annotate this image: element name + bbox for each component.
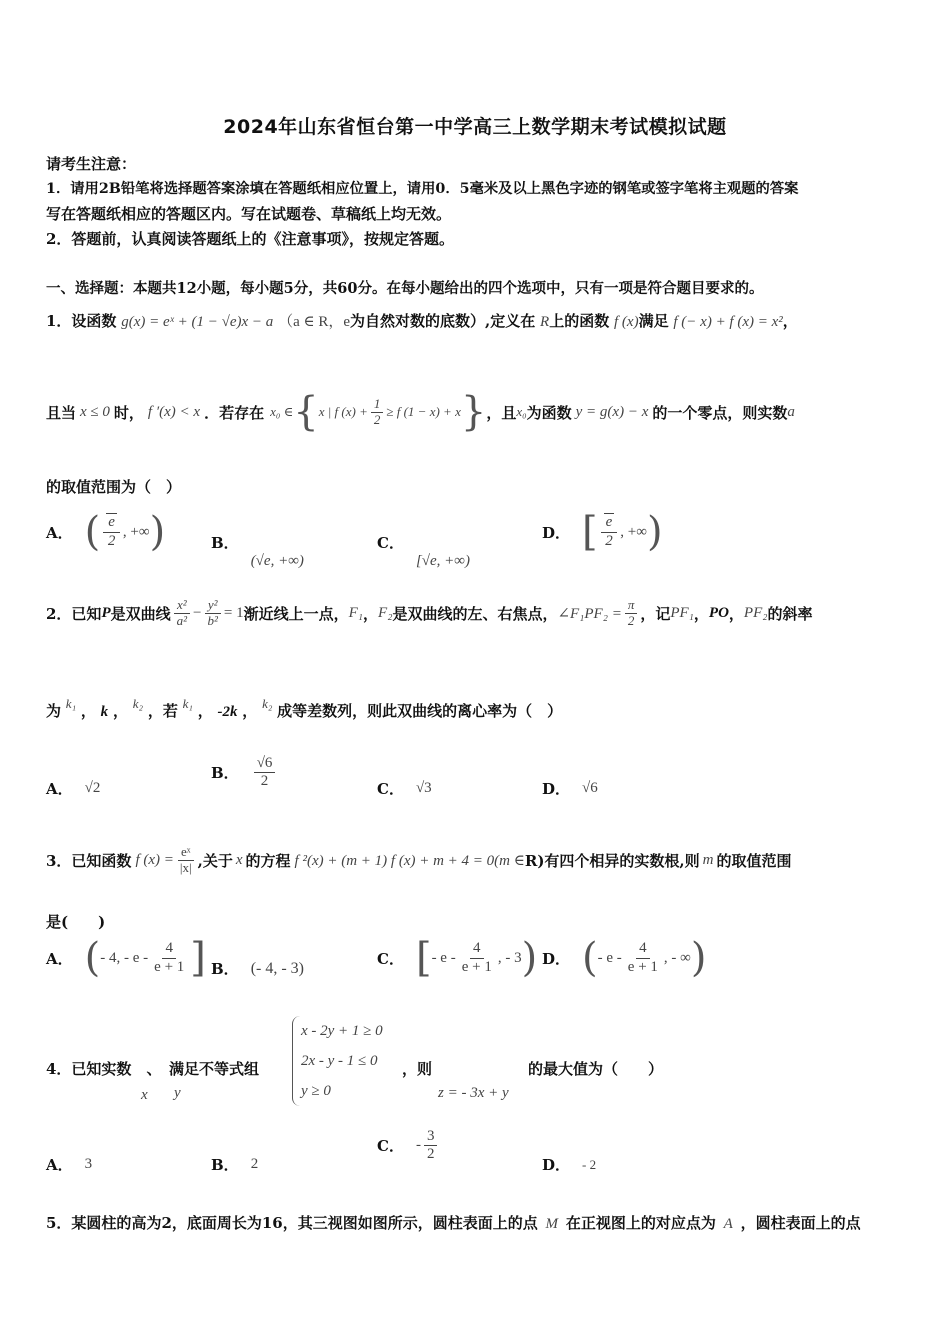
q1-text: 的一个零点，则实数 [652, 403, 788, 422]
option-label: B． [211, 960, 239, 978]
brace-right-icon: } [460, 389, 487, 435]
fraction-denominator: 2 [260, 773, 269, 790]
q1-stem-line-1 [46, 310, 798, 331]
q1-stem-line-3: 的取值范围为（ ） [46, 478, 182, 496]
sqrt-e: e [108, 514, 115, 531]
q1-option-d[interactable] [542, 509, 663, 555]
q2-stem-line-2 [46, 696, 563, 721]
q3-d-value: - e - [597, 949, 622, 966]
q4-system [292, 1016, 383, 1106]
q2-text: ，记 [640, 604, 671, 623]
q1-x0: x₀ [516, 404, 527, 419]
q3-c-value: , - 3 [497, 949, 522, 966]
q2-option-c[interactable] [377, 778, 432, 799]
fraction-numerator: 4 [162, 940, 176, 958]
fraction-numerator: 1 [371, 397, 384, 413]
q2-text: 2．已知 [46, 604, 102, 623]
q3-d-value: , - ∞ [663, 949, 691, 966]
q4-b-value: 2 [250, 1156, 259, 1172]
q3-fx: f (x) = [135, 851, 174, 868]
q1-option-b[interactable] [211, 535, 304, 570]
q1-d-fraction [601, 514, 618, 550]
sqrt-e: e [605, 514, 613, 531]
q2-k2: k₂ [262, 696, 273, 711]
q2-a-value: √2 [84, 780, 101, 796]
q3-option-b[interactable] [211, 958, 304, 979]
q2-neg2k: -2k [217, 704, 238, 720]
separator: ， [80, 702, 96, 720]
q2-k2: k₂ [132, 696, 144, 711]
q1-c-value: [√e, +∞) [415, 553, 470, 569]
q3-b-value: (- 4, - 3) [250, 959, 304, 977]
q2-x-fraction [174, 598, 190, 629]
q2-F1: F₁ [348, 604, 364, 621]
bracket-right-icon: ] [190, 935, 206, 981]
q1-set-prefix: x₀ ∈ [270, 404, 294, 419]
infinity-text: , +∞ [122, 523, 150, 540]
q1-set-body: x | f (x) + [318, 404, 368, 419]
fraction-denominator: 2 [605, 532, 613, 549]
q5-text: ，圆柱表面上的点 [740, 1214, 861, 1232]
q2-c-value: √3 [415, 780, 432, 796]
q4-option-d[interactable] [542, 1154, 596, 1175]
notice-heading: 请考生注意： [46, 155, 137, 173]
paren-left-icon: ( [84, 509, 101, 555]
notice-line-3: 2．答题前，认真阅读答题纸上的《注意事项》，按规定答题。 [46, 230, 454, 248]
q1-function-y: y = g(x) − x [575, 403, 649, 420]
option-label: C． [377, 949, 404, 968]
minus-sign: − [193, 604, 202, 621]
option-label: C． [377, 534, 404, 552]
option-label: A． [46, 1156, 73, 1174]
page-title: 2024年山东省恒台第一中学高三上数学期末考试模拟试题 [223, 116, 727, 138]
q1-condition: （a ∈ R，e [278, 314, 351, 330]
q1-set-tail: ≥ f (1 − x) + x [386, 404, 461, 419]
fraction-denominator: 2 [627, 612, 635, 628]
fraction-denominator: b² [207, 612, 218, 628]
notice-line-1: 1．请用2B铅笔将选择题答案涂填在答题纸相应位置上，请用0．5毫米及以上黑色字迹的钢笔或签字笔将主观题的答案 [46, 181, 799, 197]
separator: ， [728, 604, 744, 623]
fraction-denominator: e + 1 [461, 958, 492, 975]
q1-text: 满足 [638, 312, 669, 330]
separator: ， [112, 702, 128, 720]
fraction-numerator: y² [205, 598, 221, 614]
paren-right-icon: ) [149, 509, 166, 555]
q1-text: 上的函数 [549, 312, 610, 330]
q2-F2: F₂ [378, 604, 393, 621]
brace-left-icon: { [293, 389, 319, 435]
q1-function-g: g(x) = eˣ + (1 − √e)x − a [121, 314, 274, 330]
q3-text: R)有四个相异的实数根,则 [524, 851, 700, 870]
fraction-numerator: eˣ [178, 845, 194, 861]
equals-one: = 1 [223, 604, 244, 621]
q3-c-fraction [459, 940, 495, 976]
q4-inequality-2: 2x - y - 1 ≤ 0 [301, 1053, 378, 1069]
q1-option-c[interactable] [377, 535, 470, 570]
q4-option-a[interactable] [46, 1154, 92, 1175]
fraction-numerator: √6 [254, 755, 276, 773]
option-label: D． [542, 1156, 571, 1174]
q1-b-value: (√e, +∞) [250, 553, 304, 569]
separator: ， [197, 702, 213, 720]
q1-condition-x: x ≤ 0 [80, 403, 110, 420]
q1-text: 1．设函数 [46, 312, 117, 330]
q1-fx: f (x) [614, 314, 639, 330]
q2-angle: ∠F₁PF₂ = [557, 605, 622, 622]
q2-PO: PO [708, 604, 729, 621]
paren-left-icon: ( [84, 935, 101, 981]
q2-text: 是双曲线的左、右焦点， [392, 604, 558, 623]
q1-text: 时， [113, 403, 144, 422]
fraction-denominator: 2 [373, 411, 381, 427]
q3-x: x [235, 851, 243, 868]
q2-b-fraction [254, 755, 276, 791]
minus-sign: - [415, 1137, 421, 1154]
q2-text: 渐近线上一点， [243, 604, 349, 623]
q1-stem-line-2 [46, 389, 795, 435]
q2-k: k [100, 704, 109, 720]
infinity-text: , +∞ [620, 523, 647, 540]
q2-d-value: √6 [582, 780, 598, 796]
q1-a: a [787, 403, 795, 420]
fraction-denominator: |x| [179, 859, 192, 875]
option-label: A． [46, 523, 73, 542]
q3-text: 的方程 [245, 851, 291, 870]
q1-option-a[interactable] [46, 509, 166, 555]
q2-text: 为 [46, 702, 62, 720]
q5-text: 5．某圆柱的高为2，底面周长为16，其三视图如图所示，圆柱表面上的点 [46, 1214, 538, 1232]
q1-text: ．若存在 [204, 403, 265, 422]
q3-stem-line-2: 是( ) [46, 913, 106, 931]
q4-text: ，则 [402, 1060, 433, 1078]
fraction-denominator: e + 1 [154, 958, 185, 975]
q5-M: M [545, 1216, 559, 1232]
q2-P: P [101, 604, 111, 621]
q1-text: ， [782, 312, 798, 330]
q1-text: 且当 [46, 403, 77, 422]
q5-A: A [723, 1216, 733, 1232]
q1-half-fraction [371, 397, 384, 428]
notice-line-2: 写在答题纸相应的答题区内。写在试题卷、草稿纸上均无效。 [46, 205, 452, 223]
paren-right-icon: ) [521, 935, 538, 981]
q4-text: 的最大值为（ ） [528, 1060, 664, 1078]
q4-option-b[interactable] [211, 1154, 258, 1175]
option-label: C． [377, 1137, 404, 1156]
q5-stem-line-1 [46, 1212, 861, 1233]
q2-text: 的斜率 [767, 604, 813, 623]
q3-stem-line-1 [46, 845, 792, 876]
q3-a-value: - 4, - e - [100, 949, 149, 966]
q4-option-c[interactable] [377, 1128, 440, 1164]
q3-text: 3．已知函数 [46, 851, 132, 870]
paren-right-icon: ) [690, 935, 707, 981]
fraction-numerator: π [625, 598, 638, 614]
separator: ， [693, 604, 709, 623]
q2-pi-fraction [625, 598, 638, 629]
q2-PF1: PF₁ [670, 604, 694, 621]
q2-stem-line-1 [46, 598, 812, 629]
q2-option-d[interactable] [542, 778, 598, 799]
q4-a-value: 3 [84, 1156, 93, 1172]
separator: ， [242, 702, 258, 720]
q2-option-a[interactable] [46, 778, 100, 799]
option-label: B． [211, 764, 239, 783]
q1-R: R [540, 314, 550, 330]
q2-text: ，若 [147, 702, 178, 720]
q4-c-fraction [424, 1128, 438, 1164]
q2-k1: k₁ [182, 696, 193, 711]
q1-a-fraction [103, 514, 120, 550]
q4-stem-text: 4．已知实数 、 满足不等式组 [46, 1060, 259, 1078]
q4-d-value: - 2 [582, 1156, 597, 1172]
separator: ， [363, 604, 379, 623]
q2-PF2: PF₂ [743, 604, 768, 621]
q2-y-fraction [205, 598, 221, 629]
q3-text: 的取值范围 [716, 851, 792, 870]
q3-option-d[interactable] [542, 935, 707, 981]
q3-option-c[interactable] [377, 935, 538, 981]
option-label: A． [46, 949, 73, 968]
q4-inequality-1: x - 2y + 1 ≥ 0 [301, 1023, 383, 1039]
fraction-denominator: a² [176, 612, 188, 628]
q3-d-fraction [625, 940, 661, 976]
q1-condition-derivative: f ′(x) < x [147, 403, 201, 420]
q3-text: ,关于 [197, 851, 233, 870]
q4-y: y [174, 1085, 181, 1101]
bracket-left-icon: [ [415, 935, 432, 981]
fraction-denominator: e + 1 [627, 958, 658, 975]
q1-text: 为自然对数的底数）,定义在 [350, 312, 536, 330]
q3-a-fraction [151, 940, 187, 976]
q4-objective: z = - 3x + y [438, 1085, 509, 1101]
q1-equation: f (− x) + f (x) = x² [673, 314, 783, 330]
q2-k1: k₁ [65, 696, 77, 711]
fraction-numerator: 4 [470, 940, 484, 958]
q2-text: 是双曲线 [110, 604, 171, 623]
fraction-numerator: 3 [424, 1128, 438, 1146]
option-label: D． [542, 949, 571, 968]
q3-m: m [702, 851, 714, 868]
fraction-numerator: x² [174, 598, 190, 614]
q1-text: ，且 [486, 403, 517, 422]
q4-x: x [141, 1087, 148, 1103]
q3-equation: f ²(x) + (m + 1) f (x) + m + 4 = 0(m ∈ [294, 852, 525, 869]
fraction-numerator: 4 [636, 940, 650, 958]
section-heading: 一、选择题：本题共12小题，每小题5分，共60分。在每小题给出的四个选项中，只有一项是符合题目要求的。 [46, 280, 764, 297]
option-label: B． [211, 534, 239, 552]
q1-text: 为函数 [526, 403, 572, 422]
option-label: B． [211, 1156, 239, 1174]
q3-fraction [177, 845, 195, 876]
bracket-left-icon: [ [582, 509, 598, 555]
fraction-denominator: 2 [107, 532, 116, 549]
option-label: D． [542, 780, 571, 798]
q4-inequality-3: y ≥ 0 [301, 1083, 331, 1099]
option-label: D． [542, 523, 571, 542]
q2-option-b[interactable] [211, 755, 278, 791]
q3-c-value: - e - [431, 949, 456, 966]
q2-text: 成等差数列，则此双曲线的离心率为（ ） [277, 702, 563, 720]
q5-text: 在正视图上的对应点为 [565, 1214, 716, 1232]
q3-option-a[interactable] [46, 935, 206, 981]
option-label: C． [377, 780, 404, 798]
paren-left-icon: ( [582, 935, 598, 981]
fraction-denominator: 2 [426, 1146, 435, 1163]
paren-right-icon: ) [646, 509, 663, 555]
option-label: A． [46, 780, 73, 798]
